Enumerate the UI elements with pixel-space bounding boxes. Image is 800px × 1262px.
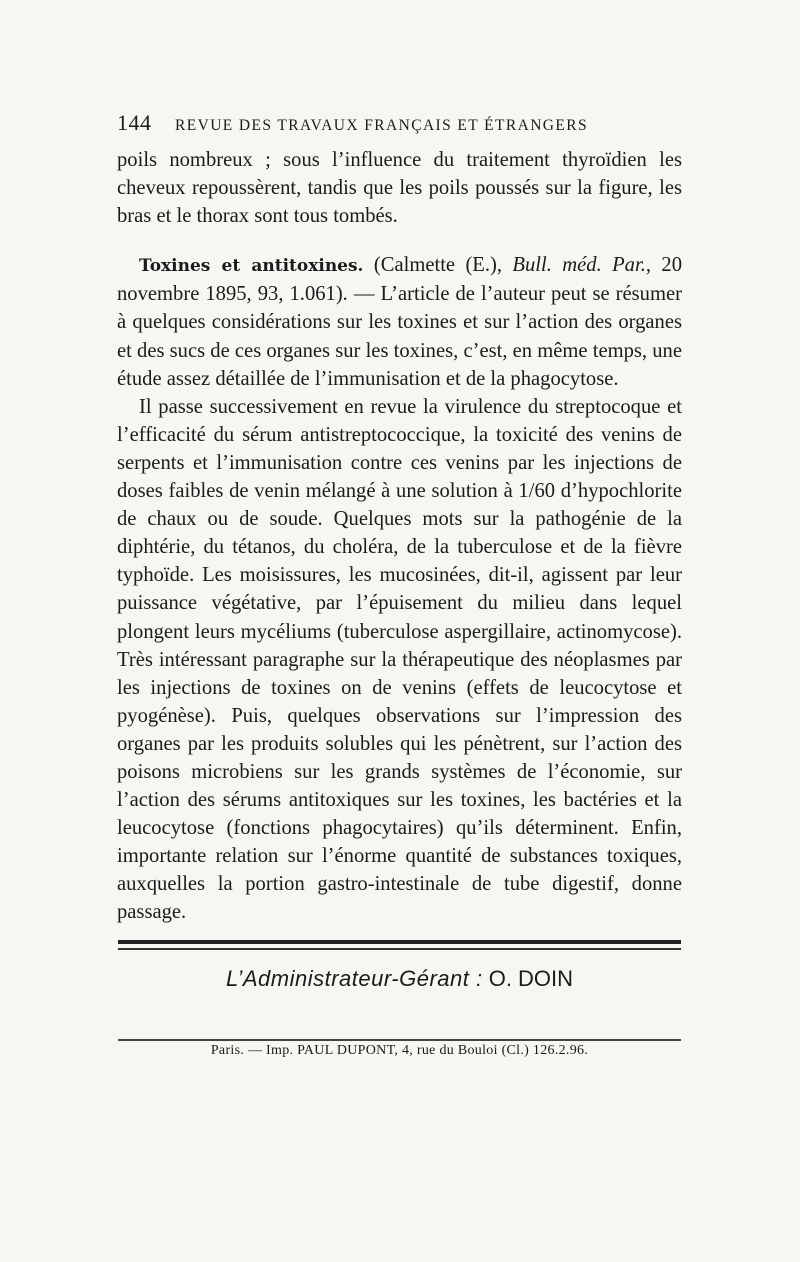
footer-thin-rule <box>118 948 681 950</box>
page-header <box>117 110 682 146</box>
section-spacer <box>117 230 682 251</box>
article-title: Toxines et antitoxines. <box>139 256 364 277</box>
article-journal: Bull. méd. Par. <box>512 254 646 277</box>
article-author: (Calmette (E.), <box>363 254 513 277</box>
administrator-role: L’Administrateur-Gérant : <box>225 966 483 991</box>
page-number: 144 <box>117 110 152 135</box>
article-body-paragraph: Il passe successivement en revue la virulence du streptocoque et l’efficacité du sérum antistreptococcique, la toxicité des venins de serpents et l’immunisation contre ces venins par les injections de doses faibles de venin mélangé à une solution à 1/60 d’hypochlorite de chaux ou de soude. Quelques mots sur la pathogénie de la diphtérie, du tétanos, du choléra, de la tuberculose et de la fièvre typhoïde. Les moisissures, les mucosinées, dit-il, agissent par leur puissance végétative, par l’épuisement du milieu dans lequel plongent leurs mycéliums (tuberculose aspergillaire, actinomycose). Très intéressant paragraphe sur la thérapeutique des néoplasmes par les injections de toxines on de venins (effets de leucocytose et pyogénèse). Puis, quelques observations sur l’impression des organes par les produits solubles qui les pénètrent, sur l’action des poisons microbiens sur les grands systèmes de l’économie, sur l’action des sérums antitoxiques sur les toxines, les bactéries et la leucocytose (fonctions phagocytaires) qu’ils déterminent. Enfin, importante relation sur l’énorme quantité de substances toxiques, auxquelles la portion gastro-intestinale de tube digestif, donne passage. <box>117 395 682 924</box>
page-content <box>117 110 682 927</box>
article-intro-paragraph <box>117 251 682 392</box>
running-head: REVUE DES TRAVAUX FRANÇAIS ET ÉTRANGERS <box>175 117 589 134</box>
printer-imprint: Paris. — Imp. PAUL DUPONT, 4, rue du Bouloi (Cl.) 126.2.96. <box>210 1043 589 1058</box>
article-citation: , 20 novembre 1895, 93, 1.061). — L’article de l’auteur peut se résumer à quelques considérations sur les toxines et sur l’action des organes et des sucs de ces organes sur les toxines, c’est, en même temps, une étude assez détaillée de l’immunisation et de la phagocytose. <box>117 254 682 390</box>
administrator-name: O. DOIN <box>482 966 574 991</box>
footer-thick-rule <box>118 940 681 944</box>
continuation-paragraph: poils nombreux ; sous l’influence du traitement thyroïdien les cheveux repoussèrent, tandis que les poils poussés sur la figure, les bras et le thorax sont tous tombés. <box>117 149 682 228</box>
imprint-rule <box>118 1039 681 1041</box>
administrator-line <box>118 966 681 992</box>
